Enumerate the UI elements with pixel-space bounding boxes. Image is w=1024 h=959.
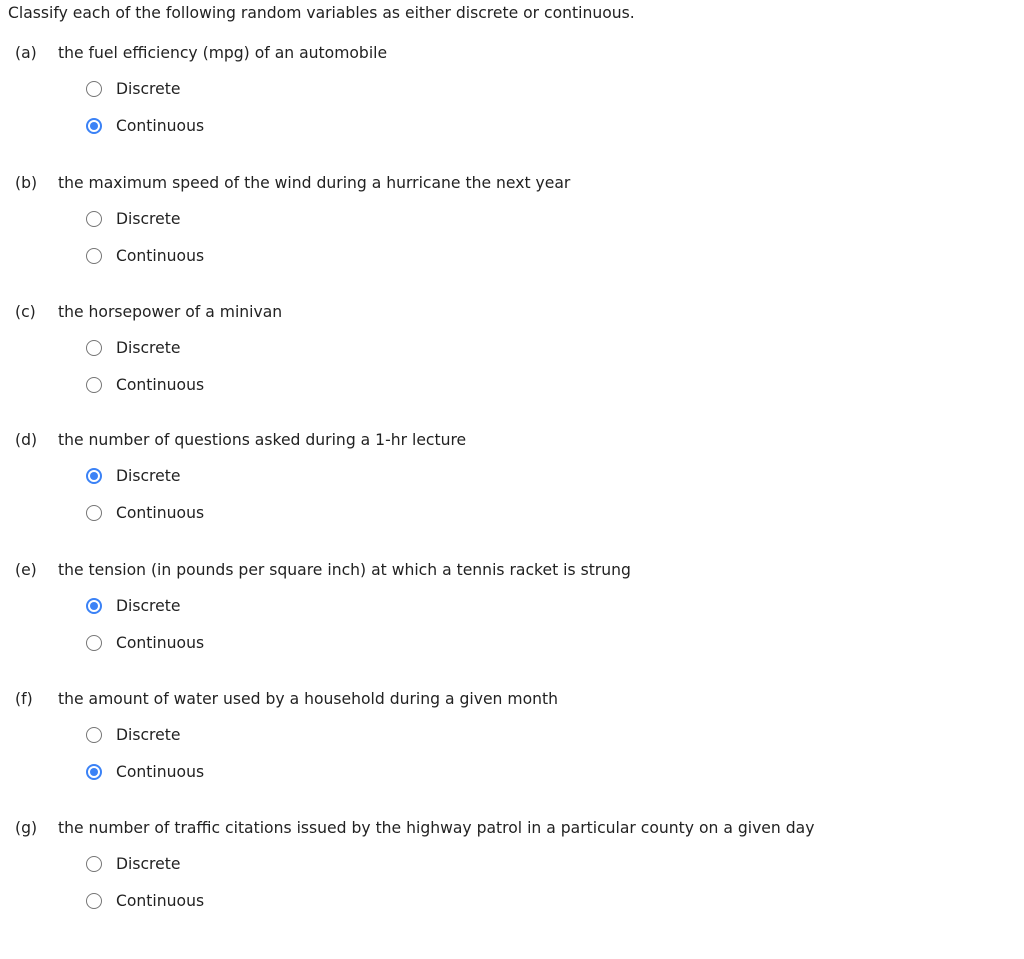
instructions: Classify each of the following random variables as either discrete or continuous. xyxy=(8,4,635,22)
option-discrete[interactable] xyxy=(86,78,180,100)
option-label: Discrete xyxy=(116,339,181,357)
question-label: (f) xyxy=(15,690,33,708)
option-label: Discrete xyxy=(116,726,181,744)
option-label: Continuous xyxy=(116,634,205,652)
radio-button-continuous[interactable] xyxy=(86,118,102,134)
option-discrete[interactable] xyxy=(86,208,180,230)
option-label: Discrete xyxy=(116,467,181,485)
question-d xyxy=(0,431,1024,571)
radio-button-discrete[interactable] xyxy=(86,598,102,614)
option-label: Continuous xyxy=(116,763,205,781)
radio-button-continuous[interactable] xyxy=(86,248,102,264)
question-text: the number of traffic citations issued by the highway patrol in a particular county on a given day xyxy=(58,819,815,837)
question-label: (d) xyxy=(15,431,38,449)
question-a xyxy=(0,44,1024,184)
option-label: Discrete xyxy=(116,597,181,615)
question-label: (c) xyxy=(15,303,36,321)
option-label: Continuous xyxy=(116,504,205,522)
radio-button-continuous[interactable] xyxy=(86,893,102,909)
question-e xyxy=(0,561,1024,701)
option-label: Continuous xyxy=(116,247,205,265)
question-text: the maximum speed of the wind during a hurricane the next year xyxy=(58,174,571,192)
option-label: Continuous xyxy=(116,376,205,394)
option-discrete[interactable] xyxy=(86,465,180,487)
option-continuous[interactable] xyxy=(86,761,204,783)
option-label: Discrete xyxy=(116,210,181,228)
question-label: (g) xyxy=(15,819,38,837)
option-discrete[interactable] xyxy=(86,337,180,359)
question-text: the tension (in pounds per square inch) at which a tennis racket is strung xyxy=(58,561,631,579)
question-label: (e) xyxy=(15,561,37,579)
option-discrete[interactable] xyxy=(86,853,180,875)
question-label: (b) xyxy=(15,174,38,192)
option-continuous[interactable] xyxy=(86,115,204,137)
option-continuous[interactable] xyxy=(86,632,204,654)
option-label: Continuous xyxy=(116,892,205,910)
question-text: the amount of water used by a household during a given month xyxy=(58,690,559,708)
radio-button-continuous[interactable] xyxy=(86,635,102,651)
radio-button-continuous[interactable] xyxy=(86,764,102,780)
question-text: the fuel efficiency (mpg) of an automobile xyxy=(58,44,388,62)
option-label: Discrete xyxy=(116,855,181,873)
question-c xyxy=(0,303,1024,443)
radio-button-discrete[interactable] xyxy=(86,81,102,97)
option-continuous[interactable] xyxy=(86,374,204,396)
radio-button-discrete[interactable] xyxy=(86,468,102,484)
question-g xyxy=(0,819,1024,959)
radio-button-continuous[interactable] xyxy=(86,505,102,521)
option-discrete[interactable] xyxy=(86,724,180,746)
question-label: (a) xyxy=(15,44,37,62)
option-label: Continuous xyxy=(116,117,205,135)
radio-button-discrete[interactable] xyxy=(86,856,102,872)
option-label: Discrete xyxy=(116,80,181,98)
radio-button-continuous[interactable] xyxy=(86,377,102,393)
option-continuous[interactable] xyxy=(86,502,204,524)
question-f xyxy=(0,690,1024,830)
radio-button-discrete[interactable] xyxy=(86,727,102,743)
question-b xyxy=(0,174,1024,314)
option-discrete[interactable] xyxy=(86,595,180,617)
question-text: the number of questions asked during a 1-hr lecture xyxy=(58,431,467,449)
radio-button-discrete[interactable] xyxy=(86,211,102,227)
option-continuous[interactable] xyxy=(86,890,204,912)
question-text: the horsepower of a minivan xyxy=(58,303,283,321)
option-continuous[interactable] xyxy=(86,245,204,267)
radio-button-discrete[interactable] xyxy=(86,340,102,356)
